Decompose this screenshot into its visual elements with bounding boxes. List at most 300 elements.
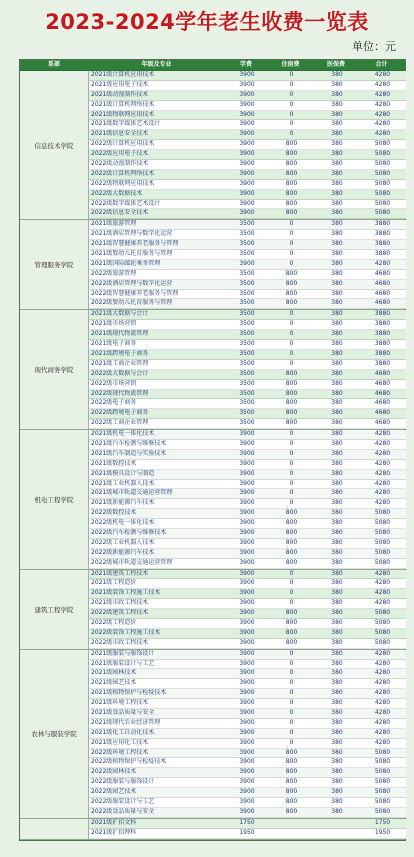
tuition-cell: 3500 <box>239 359 255 367</box>
insurance-cell: 380 <box>331 409 343 417</box>
lodging-cell: 0 <box>289 659 294 667</box>
table-row <box>89 270 406 280</box>
lodging-cell: 0 <box>289 599 294 607</box>
lodging-cell: 800 <box>285 807 298 815</box>
insurance-cell: 380 <box>331 189 343 197</box>
tuition-cell: 3900 <box>239 699 255 707</box>
total-cell: 5080 <box>374 748 391 756</box>
major-cell: 2021级婴幼儿托育服务与管理 <box>91 250 173 258</box>
insurance-cell: 380 <box>331 569 343 577</box>
insurance-cell: 380 <box>331 430 343 438</box>
table-row <box>89 679 406 689</box>
insurance-cell: 380 <box>331 579 343 587</box>
total-cell: 4280 <box>374 479 391 487</box>
major-cell: 2021级物联网应用技术 <box>91 110 155 118</box>
total-cell: 4680 <box>374 379 391 387</box>
insurance-cell: 380 <box>331 599 343 607</box>
lodging-cell: 0 <box>289 589 294 597</box>
table-row <box>89 758 406 768</box>
total-cell: 4280 <box>374 110 391 118</box>
insurance-cell: 380 <box>331 359 343 367</box>
table-row <box>89 589 406 599</box>
major-cell: 2021级信息安全技术 <box>91 130 149 138</box>
total-cell: 4280 <box>374 459 391 467</box>
table-row <box>89 330 406 340</box>
total-cell: 4680 <box>374 269 391 277</box>
insurance-cell: 380 <box>331 90 343 98</box>
tuition-cell: 3500 <box>239 230 255 238</box>
total-cell: 5080 <box>374 189 391 197</box>
total-cell: 5080 <box>374 807 391 815</box>
major-cell: 2022级市政工程技术 <box>91 638 149 646</box>
table-row <box>89 399 406 409</box>
lodging-cell: 800 <box>285 538 298 546</box>
insurance-cell: 380 <box>331 160 343 168</box>
tuition-cell: 3900 <box>239 459 255 467</box>
lodging-cell: 800 <box>285 748 298 756</box>
tuition-cell: 3900 <box>239 80 255 88</box>
table-row <box>89 480 406 490</box>
total-cell: 4680 <box>374 279 391 287</box>
department-block <box>20 310 405 430</box>
table-row <box>89 559 406 569</box>
major-cell: 2022级工业机器人技术 <box>91 538 155 546</box>
lodging-cell: 800 <box>285 179 298 187</box>
tuition-cell: 3900 <box>239 430 255 438</box>
major-cell: 2022级工商企业管理 <box>91 419 149 427</box>
total-cell: 4680 <box>374 419 391 427</box>
total-cell: 5080 <box>374 628 391 636</box>
tuition-cell: 3900 <box>239 659 255 667</box>
insurance-cell: 380 <box>331 679 343 687</box>
major-cell: 2021级建筑工程技术 <box>91 569 149 577</box>
table-row <box>89 778 406 788</box>
tuition-cell: 3900 <box>239 199 255 207</box>
total-cell: 4280 <box>374 80 391 88</box>
lodging-cell: 0 <box>289 230 294 238</box>
major-cell: 2022级汽车检测与维修技术 <box>91 528 167 536</box>
table-row <box>89 350 406 360</box>
major-cell: 2021级酒店管理与数字化运营 <box>91 230 173 238</box>
major-cell: 2022级数控技术 <box>91 509 137 517</box>
table-row <box>89 460 406 470</box>
lodging-cell: 0 <box>289 71 294 78</box>
tuition-cell: 3900 <box>239 748 255 756</box>
lodging-cell: 0 <box>289 130 294 138</box>
lodging-cell: 0 <box>289 679 294 687</box>
major-cell: 2022级婴幼儿托育服务与管理 <box>91 299 173 307</box>
major-cell: 2022级城市轨道交通运营管理 <box>91 558 173 566</box>
tuition-cell: 3900 <box>239 689 255 697</box>
lodging-cell: 800 <box>285 548 298 556</box>
tuition-cell: 3900 <box>239 579 255 587</box>
insurance-cell: 380 <box>331 199 343 207</box>
total-cell: 5080 <box>374 538 391 546</box>
insurance-cell: 380 <box>331 340 343 348</box>
lodging-cell: 0 <box>289 80 294 88</box>
insurance-cell: 380 <box>331 659 343 667</box>
total-cell: 3880 <box>374 359 391 367</box>
department-block <box>20 650 405 819</box>
lodging-cell: 0 <box>289 669 294 677</box>
tuition-cell: 3500 <box>239 299 255 307</box>
total-cell: 4280 <box>374 649 391 657</box>
total-cell: 4680 <box>374 389 391 397</box>
lodging-cell: 0 <box>289 240 294 248</box>
table-row <box>89 140 406 150</box>
lodging-cell: 0 <box>289 120 294 128</box>
lodging-cell: 800 <box>285 618 298 626</box>
major-cell: 2022级应用电子技术 <box>91 150 149 158</box>
total-cell: 4280 <box>374 709 391 716</box>
tuition-cell: 3900 <box>239 778 255 786</box>
table-row <box>89 310 406 320</box>
total-cell: 4280 <box>374 499 391 507</box>
department-block <box>20 71 405 220</box>
lodging-cell: 0 <box>289 689 294 697</box>
tuition-cell: 3900 <box>239 120 255 128</box>
lodging-cell: 800 <box>285 299 298 307</box>
table-row <box>89 719 406 729</box>
total-cell: 1750 <box>374 818 391 826</box>
major-cell: 2021级市场营销 <box>91 320 137 328</box>
insurance-cell: 380 <box>331 748 343 756</box>
major-cell: 2021级装饰工程施工技术 <box>91 589 161 597</box>
insurance-cell: 380 <box>331 558 343 566</box>
tuition-cell: 3900 <box>239 548 255 556</box>
insurance-cell: 380 <box>331 369 343 377</box>
tuition-cell: 3900 <box>239 628 255 636</box>
major-cell: 2022级大数据技术 <box>91 189 143 197</box>
tuition-cell: 3900 <box>239 718 255 726</box>
table-row <box>89 819 406 829</box>
total-cell: 4280 <box>374 449 391 457</box>
total-cell: 4280 <box>374 599 391 607</box>
lodging-cell: 800 <box>285 379 298 387</box>
table-row <box>89 390 406 400</box>
tuition-cell: 3900 <box>239 469 255 477</box>
insurance-cell: 380 <box>331 240 343 248</box>
insurance-cell: 380 <box>331 689 343 697</box>
tuition-cell: 3900 <box>239 110 255 118</box>
major-cell: 2021级园艺技术 <box>91 679 137 687</box>
total-cell: 5080 <box>374 558 391 566</box>
major-cell: 2022级服装与服饰设计 <box>91 778 155 786</box>
insurance-cell: 380 <box>331 209 343 217</box>
table-row <box>89 409 406 419</box>
lodging-cell: 0 <box>289 499 294 507</box>
total-cell: 4680 <box>374 399 391 407</box>
tuition-cell: 1750 <box>239 818 255 826</box>
major-cell: 2022级计算机应用技术 <box>91 140 155 148</box>
insurance-cell: 380 <box>331 289 343 297</box>
insurance-cell: 380 <box>331 269 343 277</box>
total-cell: 5080 <box>374 788 391 796</box>
insurance-cell: 380 <box>331 649 343 657</box>
lodging-cell: 0 <box>289 310 294 318</box>
lodging-cell: 0 <box>289 100 294 108</box>
major-cell: 2022级现代物流管理 <box>91 389 149 397</box>
major-cell: 2021级工程造价 <box>91 579 137 587</box>
tuition-cell: 3900 <box>239 519 255 527</box>
table-row <box>89 599 406 609</box>
lodging-cell: 800 <box>285 609 298 617</box>
table-row <box>89 709 406 719</box>
total-cell: 5080 <box>374 609 391 617</box>
tuition-cell: 3900 <box>239 679 255 687</box>
tuition-cell: 3500 <box>239 240 255 248</box>
total-cell: 3880 <box>374 310 391 318</box>
table-row <box>89 669 406 679</box>
table-row <box>89 699 406 709</box>
total-cell: 3880 <box>374 330 391 338</box>
tuition-cell: 3900 <box>239 709 255 716</box>
table-row <box>89 180 406 190</box>
insurance-cell: 380 <box>331 320 343 328</box>
lodging-cell: 0 <box>289 469 294 477</box>
tuition-cell: 3500 <box>239 389 255 397</box>
lodging-cell: 0 <box>289 449 294 457</box>
major-cell: 2021级汽车检测与维修技术 <box>91 439 167 447</box>
major-cell: 2021级扩招文科 <box>91 818 137 826</box>
insurance-cell: 380 <box>331 259 343 267</box>
lodging-cell: 800 <box>285 209 298 217</box>
insurance-cell: 380 <box>331 548 343 556</box>
total-cell: 5080 <box>374 758 391 766</box>
major-cell: 2021级数字媒体艺术设计 <box>91 120 161 128</box>
insurance-cell: 380 <box>331 489 343 497</box>
major-cell: 2021级跨境电子商务 <box>91 349 149 357</box>
lodging-cell: 800 <box>285 758 298 766</box>
header-lodging: 住宿费 <box>281 61 300 68</box>
insurance-cell: 380 <box>331 379 343 387</box>
insurance-cell: 380 <box>331 538 343 546</box>
table-row <box>89 788 406 798</box>
table-row <box>89 299 406 309</box>
lodging-cell: 800 <box>285 419 298 427</box>
tuition-cell: 3900 <box>239 179 255 187</box>
major-cell: 2021级现代农业经济管理 <box>91 718 161 726</box>
lodging-cell: 800 <box>285 369 298 377</box>
tuition-cell: 3900 <box>239 499 255 507</box>
tuition-cell: 3900 <box>239 140 255 148</box>
total-cell: 4280 <box>374 689 391 697</box>
major-cell: 2021级数控技术 <box>91 459 137 467</box>
table-row <box>89 829 406 839</box>
table-row <box>89 111 406 121</box>
tuition-cell: 3900 <box>239 509 255 517</box>
major-cell: 2021级国际邮轮乘务管理 <box>91 259 161 267</box>
major-cell: 2021级智慧健康养老服务与管理 <box>91 240 179 248</box>
major-cell: 2021级植物保护与检疫技术 <box>91 689 167 697</box>
major-cell: 2022级动漫制作技术 <box>91 160 149 168</box>
tuition-cell: 3900 <box>239 489 255 497</box>
major-cell: 2021级机电一体化技术 <box>91 430 155 438</box>
insurance-cell: 380 <box>331 140 343 148</box>
major-cell: 2022级信息安全技术 <box>91 209 149 217</box>
insurance-cell: 380 <box>331 618 343 626</box>
tuition-cell: 3500 <box>239 279 255 287</box>
lodging-cell: 800 <box>285 169 298 177</box>
insurance-cell: 380 <box>331 589 343 597</box>
table-row <box>89 160 406 170</box>
tuition-cell: 3900 <box>239 738 255 746</box>
lodging-cell: 800 <box>285 140 298 148</box>
major-cell: 2022级建筑工程技术 <box>91 609 149 617</box>
major-cell: 2022级装饰工程施工技术 <box>91 628 161 636</box>
department-name: 管理服务学院 <box>20 220 89 309</box>
total-cell: 4280 <box>374 589 391 597</box>
table-row <box>89 81 406 91</box>
major-cell: 2022级酒店管理与数字化运营 <box>91 279 173 287</box>
total-cell: 3880 <box>374 340 391 348</box>
lodging-cell: 800 <box>285 798 298 806</box>
department-block <box>20 570 405 650</box>
page-title: 2023-2024学年老生收费一览表 <box>45 10 369 34</box>
lodging-cell: 0 <box>289 110 294 118</box>
table-row <box>89 440 406 450</box>
major-cell: 2022级环境工程技术 <box>91 748 149 756</box>
lodging-cell: 800 <box>285 768 298 776</box>
major-cell: 2022级市场营销 <box>91 379 137 387</box>
major-cell: 2022级电子商务 <box>91 399 137 407</box>
total-cell: 4280 <box>374 699 391 707</box>
insurance-cell: 380 <box>331 250 343 258</box>
lodging-cell: 0 <box>289 320 294 328</box>
lodging-cell: 0 <box>289 579 294 587</box>
major-cell: 2021级应用电子技术 <box>91 80 149 88</box>
tuition-cell: 3900 <box>239 479 255 487</box>
tuition-cell: 3900 <box>239 807 255 815</box>
total-cell: 3880 <box>374 349 391 357</box>
total-cell: 3880 <box>374 220 391 228</box>
total-cell: 4280 <box>374 579 391 587</box>
total-cell: 4680 <box>374 289 391 297</box>
insurance-cell: 380 <box>331 130 343 138</box>
table-row <box>89 629 406 639</box>
lodging-cell: 800 <box>285 509 298 517</box>
table-row <box>89 639 406 649</box>
major-cell: 2022级数字媒体艺术设计 <box>91 199 161 207</box>
total-cell: 4280 <box>374 130 391 138</box>
insurance-cell: 380 <box>331 459 343 467</box>
major-cell: 2022级机电一体化技术 <box>91 519 155 527</box>
total-cell: 1950 <box>374 828 391 836</box>
insurance-cell: 380 <box>331 299 343 307</box>
table-row <box>89 209 406 219</box>
major-cell: 2021级城市轨道交通运营管理 <box>91 489 173 497</box>
total-cell: 5080 <box>374 509 391 517</box>
total-cell: 4280 <box>374 259 391 267</box>
lodging-cell: 800 <box>285 269 298 277</box>
major-cell: 2021级大数据与会计 <box>91 310 149 318</box>
tuition-cell: 3900 <box>239 569 255 577</box>
insurance-cell: 380 <box>331 439 343 447</box>
tuition-cell: 3900 <box>239 189 255 197</box>
department-name: 农林与服装学院 <box>20 650 89 818</box>
department-name: 现代商务学院 <box>20 310 89 429</box>
unit-label: 单位：元 <box>352 40 396 53</box>
lodging-cell: 0 <box>289 569 294 577</box>
major-cell: 2022级旅游管理 <box>91 269 137 277</box>
table-row <box>89 320 406 330</box>
tuition-cell: 3900 <box>239 798 255 806</box>
department-name <box>20 819 89 839</box>
tuition-cell: 3900 <box>239 589 255 597</box>
major-cell: 2022级植物保护与检疫技术 <box>91 758 167 766</box>
total-cell: 5080 <box>374 778 391 786</box>
tuition-cell: 3500 <box>239 379 255 387</box>
table-row <box>89 120 406 130</box>
table-row <box>89 130 406 140</box>
lodging-cell <box>268 819 315 828</box>
insurance-cell: 380 <box>331 150 343 158</box>
insurance-cell: 380 <box>331 509 343 517</box>
table-row <box>89 570 406 580</box>
header-major: 年级及专业 <box>141 61 172 68</box>
major-cell: 2021级计算机应用技术 <box>91 71 155 78</box>
lodging-cell: 0 <box>289 430 294 438</box>
lodging-cell: 800 <box>285 558 298 566</box>
tuition-cell: 3500 <box>239 349 255 357</box>
insurance-cell: 380 <box>331 758 343 766</box>
lodging-cell: 800 <box>285 399 298 407</box>
tuition-cell: 3500 <box>239 289 255 297</box>
lodging-cell: 0 <box>289 479 294 487</box>
tuition-cell: 3900 <box>239 758 255 766</box>
major-cell: 2021级化工自动化技术 <box>91 728 155 736</box>
lodging-cell: 0 <box>289 699 294 707</box>
tuition-cell: 3500 <box>239 369 255 377</box>
tuition-cell: 3500 <box>239 399 255 407</box>
table-row <box>89 101 406 111</box>
tuition-cell: 3500 <box>239 419 255 427</box>
lodging-cell <box>268 829 315 838</box>
lodging-cell: 0 <box>289 250 294 258</box>
table-row <box>89 430 406 440</box>
total-cell: 5080 <box>374 768 391 776</box>
major-cell: 2021级工业机器人技术 <box>91 479 155 487</box>
major-cell: 2021级新能源汽车技术 <box>91 499 155 507</box>
table-row <box>89 579 406 589</box>
table-row <box>89 200 406 210</box>
table-row <box>89 380 406 390</box>
total-cell: 5080 <box>374 199 391 207</box>
total-cell: 4280 <box>374 71 391 78</box>
tuition-cell: 3900 <box>239 169 255 177</box>
tuition-cell: 3900 <box>239 528 255 536</box>
insurance-cell: 380 <box>331 807 343 815</box>
insurance-cell: 380 <box>331 310 343 318</box>
major-cell: 2022级大数据与会计 <box>91 369 149 377</box>
fee-table <box>19 59 406 841</box>
lodging-cell: 800 <box>285 389 298 397</box>
table-row <box>89 529 406 539</box>
tuition-cell: 3900 <box>239 259 255 267</box>
insurance-cell: 380 <box>331 528 343 536</box>
lodging-cell: 0 <box>289 359 294 367</box>
table-row <box>89 650 406 660</box>
total-cell: 4280 <box>374 469 391 477</box>
insurance-cell: 380 <box>331 279 343 287</box>
total-cell: 4280 <box>374 679 391 687</box>
insurance-cell: 380 <box>331 71 343 78</box>
major-cell: 2021级园林技术 <box>91 669 137 677</box>
lodging-cell: 800 <box>285 189 298 197</box>
table-row <box>89 739 406 749</box>
table-row <box>89 91 406 101</box>
major-cell: 2021级电子商务 <box>91 340 137 348</box>
